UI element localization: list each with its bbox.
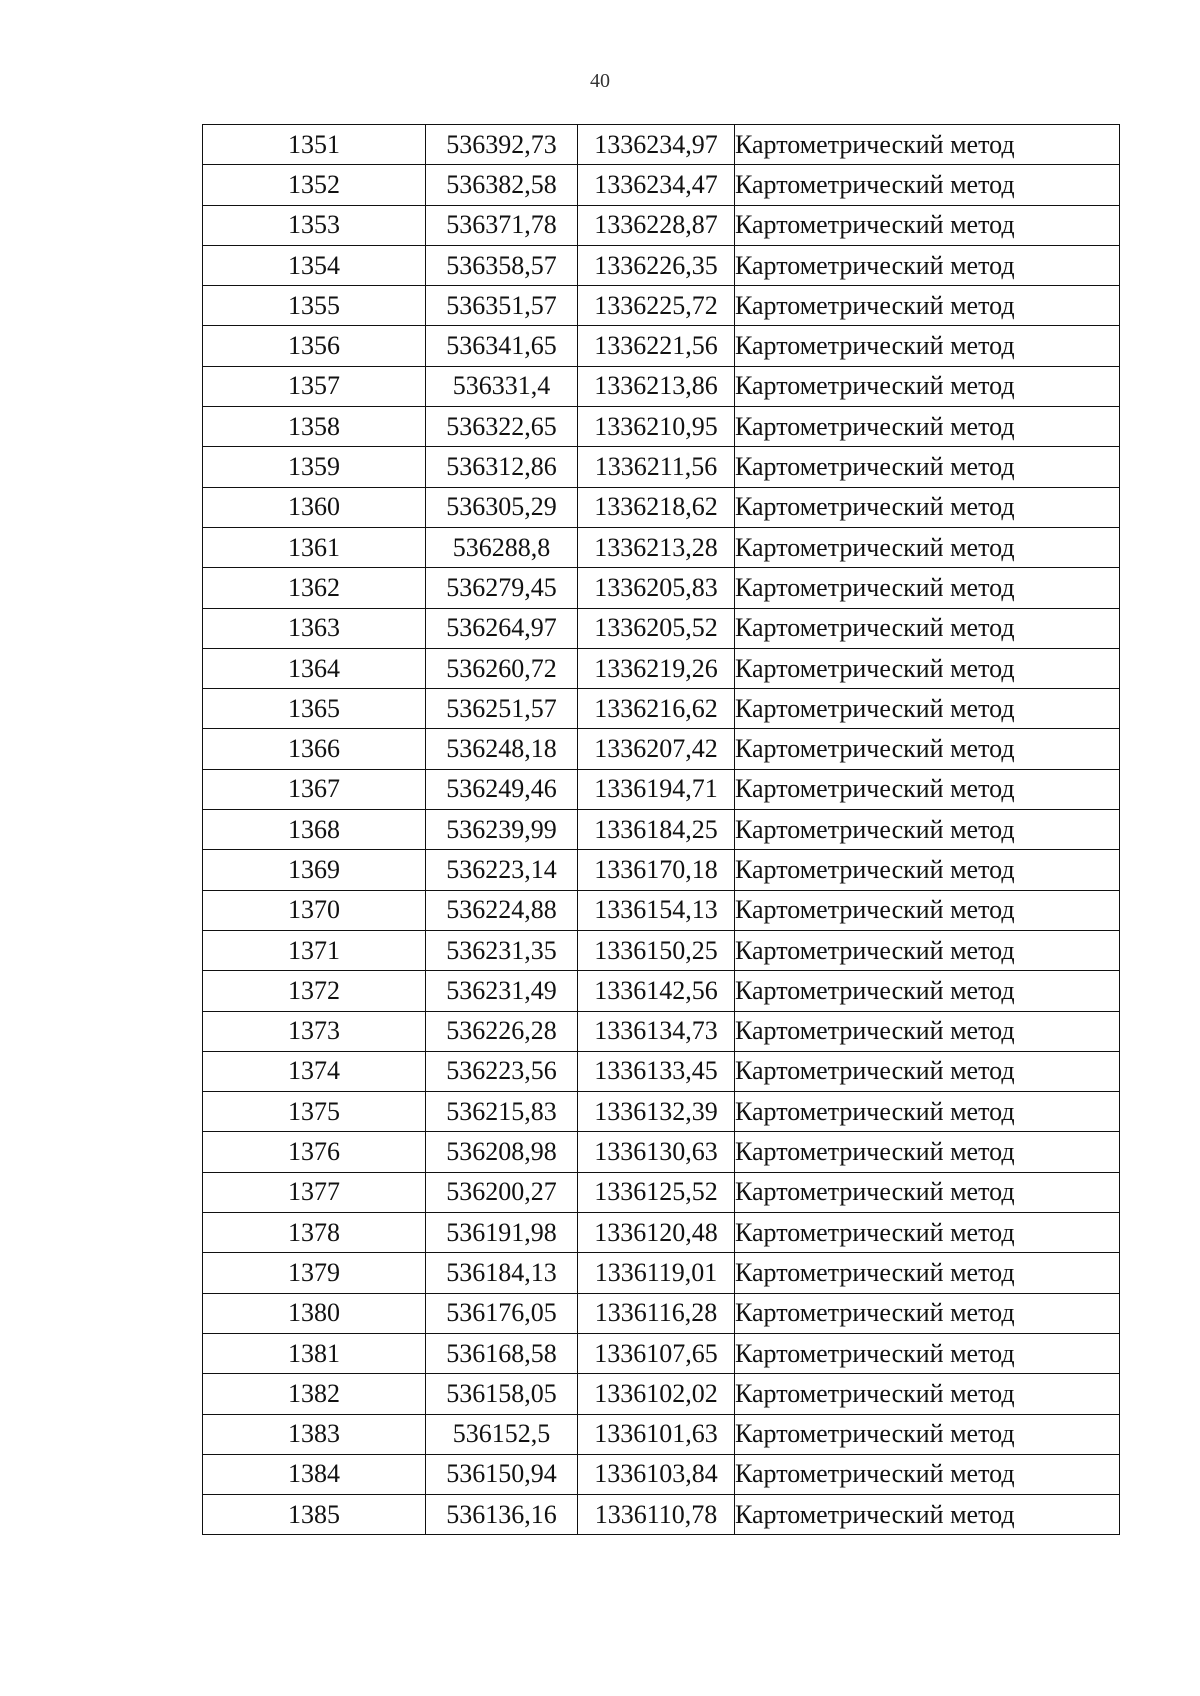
method-cell: Картометрический метод (735, 1333, 1120, 1373)
table-row (203, 1454, 1120, 1494)
x-coordinate-cell: 536168,58 (426, 1333, 578, 1373)
y-coordinate-cell: 1336194,71 (578, 769, 735, 809)
y-coordinate-cell: 1336213,28 (578, 527, 735, 567)
y-coordinate-cell: 1336218,62 (578, 487, 735, 527)
method-cell: Картометрический метод (735, 769, 1120, 809)
point-number-cell: 1368 (203, 810, 426, 850)
method-cell: Картометрический метод (735, 125, 1120, 165)
y-coordinate-cell: 1336211,56 (578, 447, 735, 487)
x-coordinate-cell: 536152,5 (426, 1414, 578, 1454)
y-coordinate-cell: 1336154,13 (578, 890, 735, 930)
method-cell: Картометрический метод (735, 648, 1120, 688)
x-coordinate-cell: 536260,72 (426, 648, 578, 688)
x-coordinate-cell: 536382,58 (426, 165, 578, 205)
method-cell: Картометрический метод (735, 286, 1120, 326)
point-number-cell: 1353 (203, 205, 426, 245)
table-row (203, 1495, 1120, 1535)
y-coordinate-cell: 1336103,84 (578, 1454, 735, 1494)
method-cell: Картометрический метод (735, 527, 1120, 567)
y-coordinate-cell: 1336221,56 (578, 326, 735, 366)
coordinates-table-body (203, 125, 1120, 1535)
point-number-cell: 1357 (203, 366, 426, 406)
method-cell: Картометрический метод (735, 1414, 1120, 1454)
table-row (203, 971, 1120, 1011)
method-cell: Картометрический метод (735, 930, 1120, 970)
y-coordinate-cell: 1336207,42 (578, 729, 735, 769)
table-row (203, 1051, 1120, 1091)
method-cell: Картометрический метод (735, 729, 1120, 769)
table-row (203, 165, 1120, 205)
y-coordinate-cell: 1336107,65 (578, 1333, 735, 1373)
y-coordinate-cell: 1336205,52 (578, 608, 735, 648)
method-cell: Картометрический метод (735, 1132, 1120, 1172)
x-coordinate-cell: 536288,8 (426, 527, 578, 567)
point-number-cell: 1371 (203, 930, 426, 970)
method-cell: Картометрический метод (735, 447, 1120, 487)
method-cell: Картометрический метод (735, 890, 1120, 930)
y-coordinate-cell: 1336130,63 (578, 1132, 735, 1172)
point-number-cell: 1370 (203, 890, 426, 930)
table-row (203, 1213, 1120, 1253)
x-coordinate-cell: 536150,94 (426, 1454, 578, 1494)
table-row (203, 1293, 1120, 1333)
method-cell: Картометрический метод (735, 205, 1120, 245)
point-number-cell: 1359 (203, 447, 426, 487)
table-row (203, 1092, 1120, 1132)
y-coordinate-cell: 1336226,35 (578, 245, 735, 285)
table-row (203, 407, 1120, 447)
y-coordinate-cell: 1336120,48 (578, 1213, 735, 1253)
y-coordinate-cell: 1336210,95 (578, 407, 735, 447)
table-row (203, 648, 1120, 688)
coordinates-table (202, 124, 1120, 1535)
x-coordinate-cell: 536358,57 (426, 245, 578, 285)
point-number-cell: 1374 (203, 1051, 426, 1091)
x-coordinate-cell: 536158,05 (426, 1374, 578, 1414)
table-row (203, 1414, 1120, 1454)
table-row (203, 729, 1120, 769)
table-row (203, 689, 1120, 729)
x-coordinate-cell: 536351,57 (426, 286, 578, 326)
point-number-cell: 1384 (203, 1454, 426, 1494)
point-number-cell: 1375 (203, 1092, 426, 1132)
table-row (203, 326, 1120, 366)
method-cell: Картометрический метод (735, 407, 1120, 447)
x-coordinate-cell: 536322,65 (426, 407, 578, 447)
point-number-cell: 1369 (203, 850, 426, 890)
method-cell: Картометрический метод (735, 1172, 1120, 1212)
point-number-cell: 1364 (203, 648, 426, 688)
x-coordinate-cell: 536231,35 (426, 930, 578, 970)
point-number-cell: 1382 (203, 1374, 426, 1414)
point-number-cell: 1355 (203, 286, 426, 326)
x-coordinate-cell: 536226,28 (426, 1011, 578, 1051)
point-number-cell: 1365 (203, 689, 426, 729)
y-coordinate-cell: 1336170,18 (578, 850, 735, 890)
point-number-cell: 1383 (203, 1414, 426, 1454)
point-number-cell: 1381 (203, 1333, 426, 1373)
method-cell: Картометрический метод (735, 689, 1120, 729)
table-row (203, 366, 1120, 406)
point-number-cell: 1367 (203, 769, 426, 809)
y-coordinate-cell: 1336110,78 (578, 1495, 735, 1535)
point-number-cell: 1363 (203, 608, 426, 648)
method-cell: Картометрический метод (735, 366, 1120, 406)
x-coordinate-cell: 536223,56 (426, 1051, 578, 1091)
y-coordinate-cell: 1336234,97 (578, 125, 735, 165)
point-number-cell: 1358 (203, 407, 426, 447)
point-number-cell: 1378 (203, 1213, 426, 1253)
method-cell: Картометрический метод (735, 1495, 1120, 1535)
point-number-cell: 1385 (203, 1495, 426, 1535)
y-coordinate-cell: 1336216,62 (578, 689, 735, 729)
table-row (203, 930, 1120, 970)
method-cell: Картометрический метод (735, 487, 1120, 527)
table-row (203, 608, 1120, 648)
method-cell: Картометрический метод (735, 1092, 1120, 1132)
point-number-cell: 1356 (203, 326, 426, 366)
point-number-cell: 1361 (203, 527, 426, 567)
point-number-cell: 1372 (203, 971, 426, 1011)
method-cell: Картометрический метод (735, 1374, 1120, 1414)
y-coordinate-cell: 1336101,63 (578, 1414, 735, 1454)
point-number-cell: 1379 (203, 1253, 426, 1293)
method-cell: Картометрический метод (735, 1253, 1120, 1293)
x-coordinate-cell: 536208,98 (426, 1132, 578, 1172)
x-coordinate-cell: 536191,98 (426, 1213, 578, 1253)
point-number-cell: 1380 (203, 1293, 426, 1333)
table-row (203, 850, 1120, 890)
y-coordinate-cell: 1336213,86 (578, 366, 735, 406)
x-coordinate-cell: 536392,73 (426, 125, 578, 165)
x-coordinate-cell: 536331,4 (426, 366, 578, 406)
point-number-cell: 1376 (203, 1132, 426, 1172)
x-coordinate-cell: 536251,57 (426, 689, 578, 729)
x-coordinate-cell: 536312,86 (426, 447, 578, 487)
y-coordinate-cell: 1336228,87 (578, 205, 735, 245)
y-coordinate-cell: 1336119,01 (578, 1253, 735, 1293)
table-row (203, 245, 1120, 285)
method-cell: Картометрический метод (735, 245, 1120, 285)
x-coordinate-cell: 536184,13 (426, 1253, 578, 1293)
method-cell: Картометрический метод (735, 850, 1120, 890)
x-coordinate-cell: 536249,46 (426, 769, 578, 809)
y-coordinate-cell: 1336116,28 (578, 1293, 735, 1333)
x-coordinate-cell: 536341,65 (426, 326, 578, 366)
table-row (203, 527, 1120, 567)
y-coordinate-cell: 1336134,73 (578, 1011, 735, 1051)
table-row (203, 205, 1120, 245)
y-coordinate-cell: 1336102,02 (578, 1374, 735, 1414)
y-coordinate-cell: 1336132,39 (578, 1092, 735, 1132)
table-row (203, 568, 1120, 608)
y-coordinate-cell: 1336125,52 (578, 1172, 735, 1212)
y-coordinate-cell: 1336219,26 (578, 648, 735, 688)
table-row (203, 1172, 1120, 1212)
x-coordinate-cell: 536239,99 (426, 810, 578, 850)
x-coordinate-cell: 536371,78 (426, 205, 578, 245)
table-row (203, 286, 1120, 326)
method-cell: Картометрический метод (735, 165, 1120, 205)
x-coordinate-cell: 536176,05 (426, 1293, 578, 1333)
method-cell: Картометрический метод (735, 608, 1120, 648)
method-cell: Картометрический метод (735, 568, 1120, 608)
x-coordinate-cell: 536215,83 (426, 1092, 578, 1132)
method-cell: Картометрический метод (735, 1213, 1120, 1253)
table-row (203, 1253, 1120, 1293)
method-cell: Картометрический метод (735, 1011, 1120, 1051)
y-coordinate-cell: 1336133,45 (578, 1051, 735, 1091)
point-number-cell: 1354 (203, 245, 426, 285)
y-coordinate-cell: 1336225,72 (578, 286, 735, 326)
method-cell: Картометрический метод (735, 1051, 1120, 1091)
y-coordinate-cell: 1336142,56 (578, 971, 735, 1011)
x-coordinate-cell: 536223,14 (426, 850, 578, 890)
method-cell: Картометрический метод (735, 810, 1120, 850)
table-row (203, 1011, 1120, 1051)
table-row (203, 769, 1120, 809)
point-number-cell: 1360 (203, 487, 426, 527)
y-coordinate-cell: 1336205,83 (578, 568, 735, 608)
method-cell: Картометрический метод (735, 326, 1120, 366)
table-row (203, 1374, 1120, 1414)
x-coordinate-cell: 536248,18 (426, 729, 578, 769)
table-row (203, 125, 1120, 165)
y-coordinate-cell: 1336150,25 (578, 930, 735, 970)
method-cell: Картометрический метод (735, 1293, 1120, 1333)
x-coordinate-cell: 536279,45 (426, 568, 578, 608)
point-number-cell: 1351 (203, 125, 426, 165)
x-coordinate-cell: 536136,16 (426, 1495, 578, 1535)
method-cell: Картометрический метод (735, 971, 1120, 1011)
table-row (203, 890, 1120, 930)
point-number-cell: 1377 (203, 1172, 426, 1212)
x-coordinate-cell: 536224,88 (426, 890, 578, 930)
table-row (203, 447, 1120, 487)
method-cell: Картометрический метод (735, 1454, 1120, 1494)
point-number-cell: 1366 (203, 729, 426, 769)
y-coordinate-cell: 1336184,25 (578, 810, 735, 850)
table-row (203, 810, 1120, 850)
point-number-cell: 1362 (203, 568, 426, 608)
x-coordinate-cell: 536264,97 (426, 608, 578, 648)
table-row (203, 1333, 1120, 1373)
point-number-cell: 1373 (203, 1011, 426, 1051)
table-row (203, 1132, 1120, 1172)
x-coordinate-cell: 536305,29 (426, 487, 578, 527)
x-coordinate-cell: 536231,49 (426, 971, 578, 1011)
point-number-cell: 1352 (203, 165, 426, 205)
y-coordinate-cell: 1336234,47 (578, 165, 735, 205)
table-row (203, 487, 1120, 527)
x-coordinate-cell: 536200,27 (426, 1172, 578, 1212)
page-number: 40 (590, 70, 610, 92)
